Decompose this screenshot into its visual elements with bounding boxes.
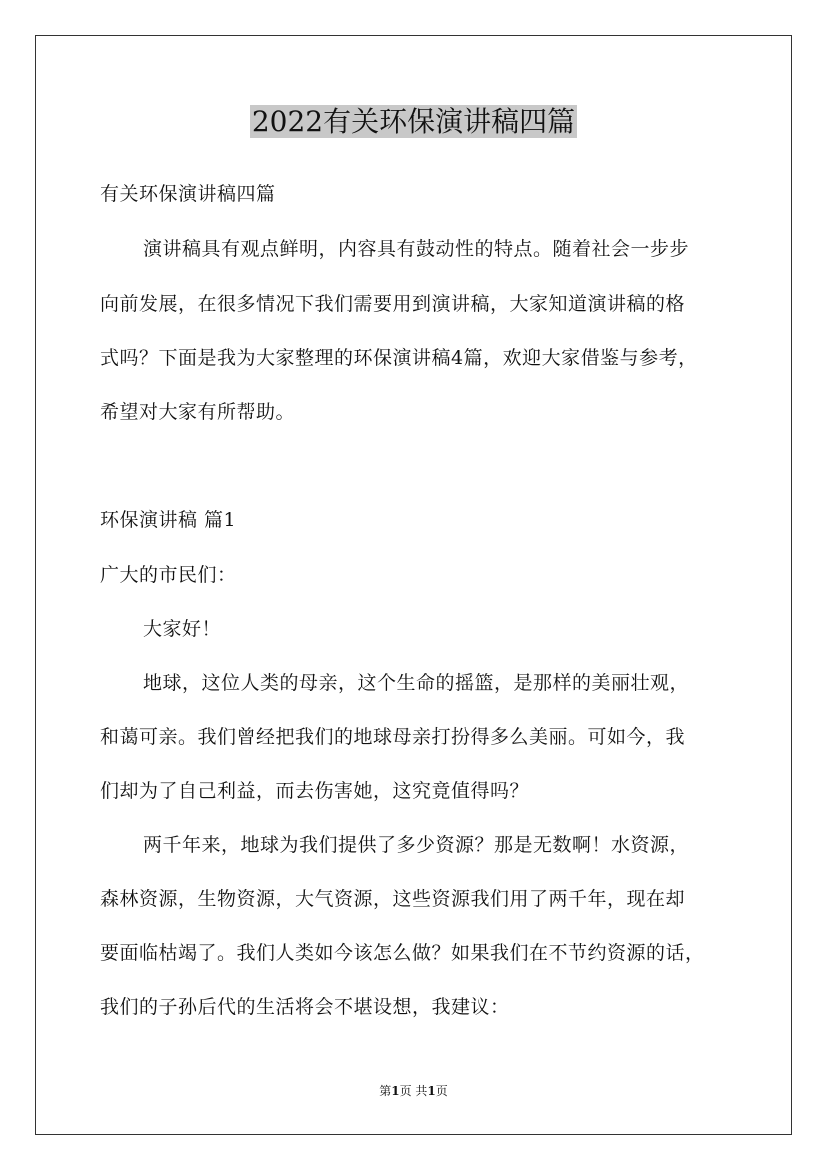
- body-line: 式吗？下面是我为大家整理的环保演讲稿4篇，欢迎大家借鉴与参考，: [100, 347, 698, 369]
- body-line: 要面临枯竭了。我们人类如今该怎么做？如果我们在不节约资源的话，: [100, 942, 705, 964]
- body-line: 演讲稿具有观点鲜明，内容具有鼓动性的特点。随着社会一步步: [143, 238, 690, 260]
- body-line: 和蔼可亲。我们曾经把我们的地球母亲打扮得多么美丽。可如今，我: [100, 726, 686, 748]
- document-title-text: 2022有关环保演讲稿四篇: [251, 105, 576, 138]
- body-line: 森林资源，生物资源，大气资源，这些资源我们用了两千年，现在却: [100, 888, 686, 910]
- document-title: [0, 100, 827, 144]
- salutation-line: 广大的市民们：: [100, 564, 237, 586]
- subtitle-line: 有关环保演讲稿四篇: [100, 183, 276, 205]
- body-line: 们却为了自己利益，而去伤害她，这究竟值得吗？: [100, 780, 530, 802]
- page-footer: [0, 1083, 827, 1099]
- footer-total-pages: 1: [427, 1084, 436, 1098]
- footer-page-prefix: 第: [379, 1084, 392, 1098]
- body-line: 希望对大家有所帮助。: [100, 401, 296, 423]
- footer-page-suffix: 页: [435, 1084, 448, 1098]
- body-line: 向前发展，在很多情况下我们需要用到演讲稿，大家知道演讲稿的格: [100, 293, 686, 315]
- section-heading: 环保演讲稿 篇1: [100, 509, 237, 531]
- body-line: 我们的子孙后代的生活将会不堪设想，我建议：: [100, 996, 510, 1018]
- body-line: 两千年来，地球为我们提供了多少资源？那是无数啊！水资源，: [143, 834, 690, 856]
- footer-page-number: 1: [391, 1084, 400, 1098]
- footer-page-mid: 页 共: [399, 1084, 428, 1098]
- greeting-line: 大家好！: [143, 618, 222, 640]
- body-line: 地球，这位人类的母亲，这个生命的摇篮，是那样的美丽壮观，: [143, 672, 690, 694]
